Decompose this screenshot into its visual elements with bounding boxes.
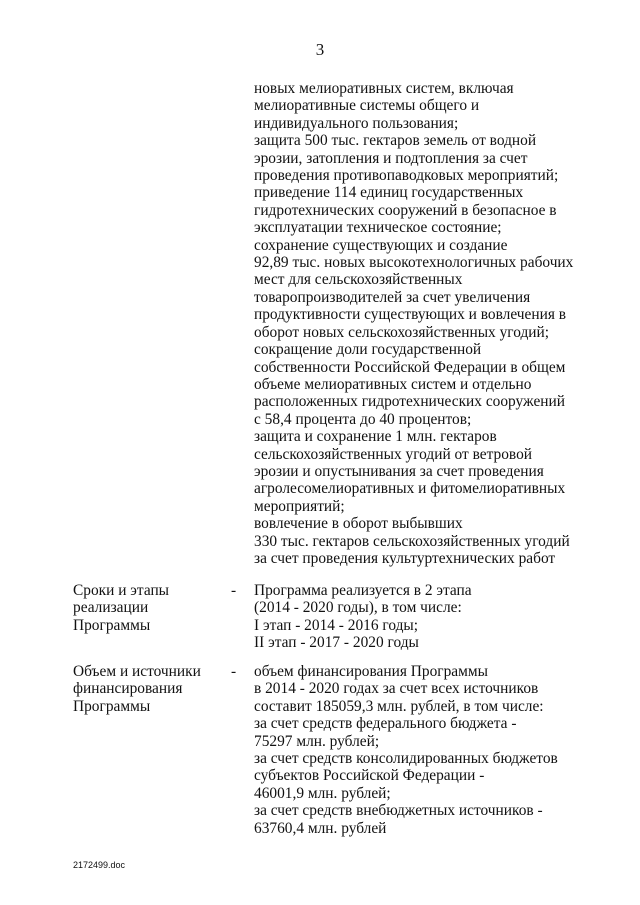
label-line: Сроки и этапы [73, 582, 170, 599]
document-filename: 2172499.doc [73, 860, 126, 870]
text-line: расположенных гидротехнических сооружений [254, 393, 566, 411]
text-line: эрозии и опустынивания за счет проведения [254, 462, 544, 480]
text-line: эрозии, затопления и подтопления за счет [254, 149, 528, 167]
text-line: гидротехнических сооружений в безопасное в [254, 201, 557, 219]
row-label [73, 663, 223, 715]
label-line: реализации [73, 599, 149, 617]
text-line: 92,89 тыс. новых высокотехнологичных рабочих [254, 254, 574, 272]
text-line: за счет средств федерального бюджета - [254, 715, 517, 733]
text-line: 46001,9 млн. рублей; [254, 784, 391, 802]
text-line: составит 185059,3 млн. рублей, в том числе: [254, 697, 544, 715]
text-line: II этап - 2017 - 2020 годы [254, 634, 419, 652]
text-line: приведение 114 единиц государственных [254, 184, 524, 202]
text-line: 75297 млн. рублей; [254, 732, 380, 750]
text-line: эксплуатации техническое состояние; [254, 219, 502, 237]
text-line: мероприятий; [254, 497, 345, 515]
text-line: 63760,4 млн. рублей [254, 819, 387, 837]
label-line: Объем и источники [73, 663, 201, 680]
text-line: продуктивности существующих и вовлечения в [254, 306, 567, 324]
label-line: Программы [73, 697, 151, 715]
text-line: вовлечение в оборот выбывших [254, 515, 463, 533]
text-line: I этап - 2014 - 2016 годы; [254, 616, 419, 634]
row-dash: - [231, 582, 237, 599]
text-line: защита и сохранение 1 млн. гектаров [254, 428, 497, 446]
text-line: объеме мелиоративных систем и отдельно [254, 375, 532, 393]
text-line: сохранение существующих и создание [254, 236, 508, 254]
text-line: 330 тыс. гектаров сельскохозяйственных угодий [254, 532, 570, 550]
text-line: новых мелиоративных систем, включая [254, 80, 514, 97]
text-line: (2014 - 2020 годы), в том числе: [254, 599, 462, 617]
text-line: проведения противопаводковых мероприятий; [254, 167, 559, 185]
text-line: мест для сельскохозяйственных [254, 271, 463, 289]
text-line: сокращение доли государственной [254, 341, 482, 359]
text-line: за счет средств консолидированных бюджетов [254, 750, 558, 768]
text-line: сельскохозяйственных угодий от ветровой [254, 445, 533, 463]
continued-program-results [254, 80, 594, 567]
text-line: объем финансирования Программы [254, 663, 488, 680]
row-content [254, 663, 594, 837]
row-dash: - [231, 663, 237, 680]
label-line: Программы [73, 616, 151, 634]
text-line: Программа реализуется в 2 этапа [254, 582, 472, 599]
text-line: за счет средств внебюджетных источников - [254, 802, 543, 820]
text-line: товаропроизводителей за счет увеличения [254, 288, 531, 306]
row-content [254, 582, 594, 652]
text-line: с 58,4 процента до 40 процентов; [254, 410, 472, 428]
page-number: 3 [315, 40, 325, 59]
row-label [73, 582, 223, 634]
text-line: оборот новых сельскохозяйственных угодий; [254, 323, 550, 341]
text-line: агролесомелиоративных и фитомелиоративных [254, 480, 566, 498]
text-line: мелиоративные системы общего и [254, 97, 480, 115]
text-line: в 2014 - 2020 годах за счет всех источников [254, 680, 539, 698]
text-line: субъектов Российской Федерации - [254, 767, 485, 785]
text-line: защита 500 тыс. гектаров земель от водной [254, 132, 537, 150]
text-line: собственности Российской Федерации в общем [254, 358, 566, 376]
label-line: финансирования [73, 680, 183, 698]
text-line: индивидуального пользования; [254, 114, 459, 132]
text-line: за счет проведения культуртехнических работ [254, 549, 556, 567]
